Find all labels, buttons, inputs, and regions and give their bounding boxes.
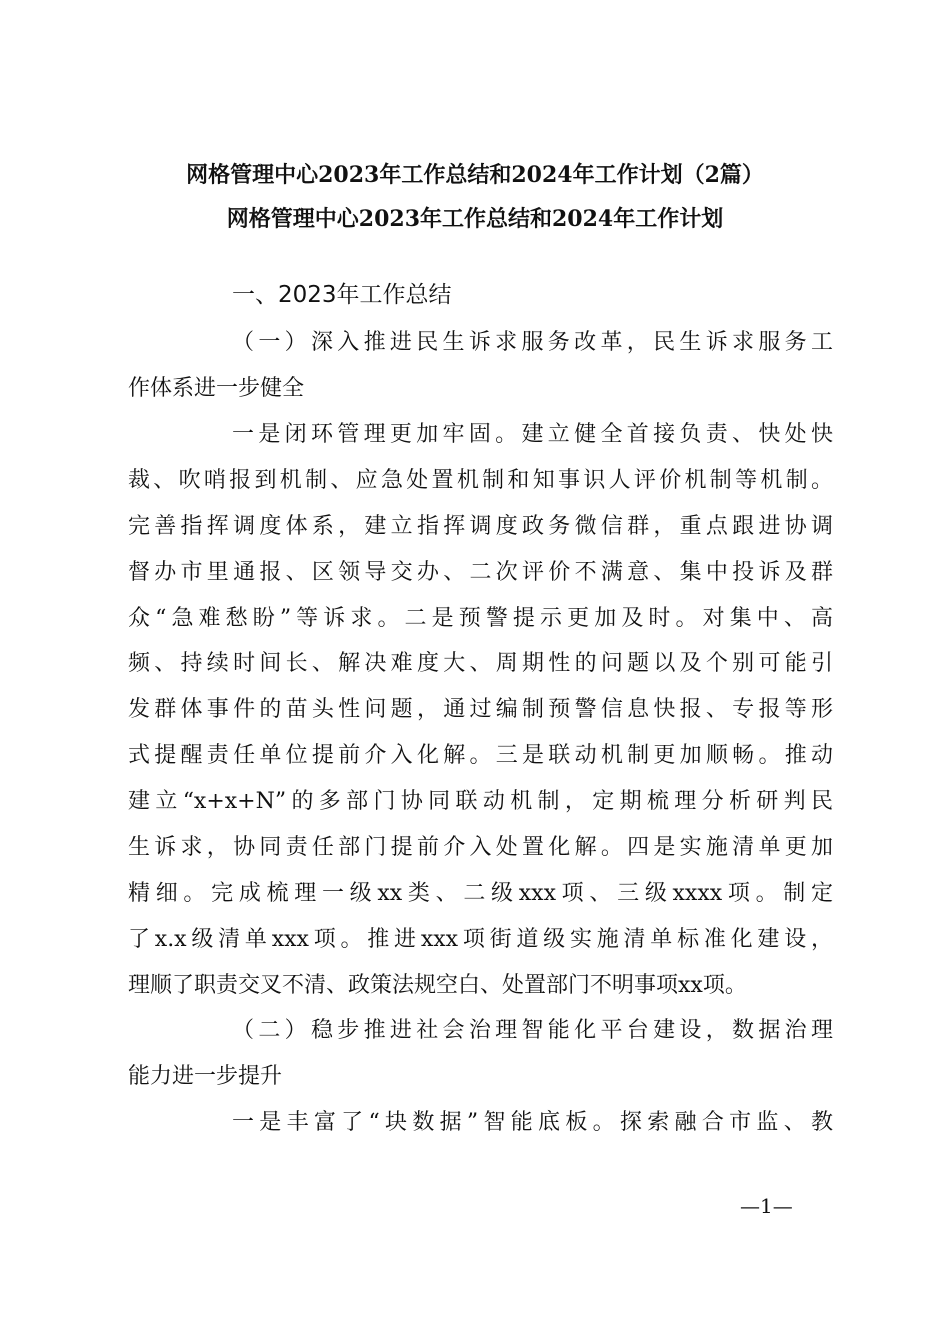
text-line: 作体系进一步健全 (128, 375, 305, 401)
text-line: 了x.x级清单xxx项。推进xxx项街道级实施清单标准化建设， (128, 926, 833, 952)
text-line: 频、持续时间长、解决难度大、周期性的问题以及个别可能引 (128, 651, 833, 677)
document-title: 网格管理中心2023年工作总结和2024年工作计划（2篇） (186, 162, 764, 188)
subsection-heading-2 (128, 1008, 833, 1100)
paragraph-1 (128, 412, 833, 1009)
text-line: （一）深入推进民生诉求服务改革，民生诉求服务工 (232, 330, 833, 355)
text-line: 一是丰富了“块数据”智能底板。探索融合市监、教 (232, 1110, 833, 1135)
text-line: 能力进一步提升 (128, 1063, 283, 1089)
text-line: 众“急难愁盼”等诉求。二是预警提示更加及时。对集中、高 (128, 605, 833, 631)
text-line: （二）稳步推进社会治理智能化平台建设，数据治理 (232, 1018, 833, 1043)
page-number: —1— (740, 1194, 793, 1218)
subsection-heading-1 (128, 320, 833, 412)
document-subtitle: 网格管理中心2023年工作总结和2024年工作计划 (226, 206, 724, 232)
text-line: 完善指挥调度体系，建立指挥调度政务微信群，重点跟进协调 (128, 513, 833, 539)
text-line: 生诉求，协同责任部门提前介入处置化解。四是实施清单更加 (128, 835, 833, 861)
text-line: 一是闭环管理更加牢固。建立健全首接负责、快处快 (232, 422, 833, 447)
text-line: 式提醒责任单位提前介入化解。三是联动机制更加顺畅。推动 (128, 743, 833, 769)
text-line: 裁、吹哨报到机制、应急处置机制和知事识人评价机制等机制。 (128, 467, 833, 493)
section-heading: 一、2023年工作总结 (232, 282, 452, 308)
text-line: 理顺了职责交叉不清、政策法规空白、处置部门不明事项xx项。 (128, 972, 747, 998)
text-line: 建立“x+x+N”的多部门协同联动机制，定期梳理分析研判民 (128, 789, 833, 815)
text-line: 发群体事件的苗头性问题，通过编制预警信息快报、专报等形 (128, 697, 833, 723)
text-line: 督办市里通报、区领导交办、二次评价不满意、集中投诉及群 (128, 559, 833, 585)
paragraph-2 (128, 1100, 833, 1146)
text-line: 精细。完成梳理一级xx类、二级xxx项、三级xxxx项。制定 (128, 880, 833, 906)
